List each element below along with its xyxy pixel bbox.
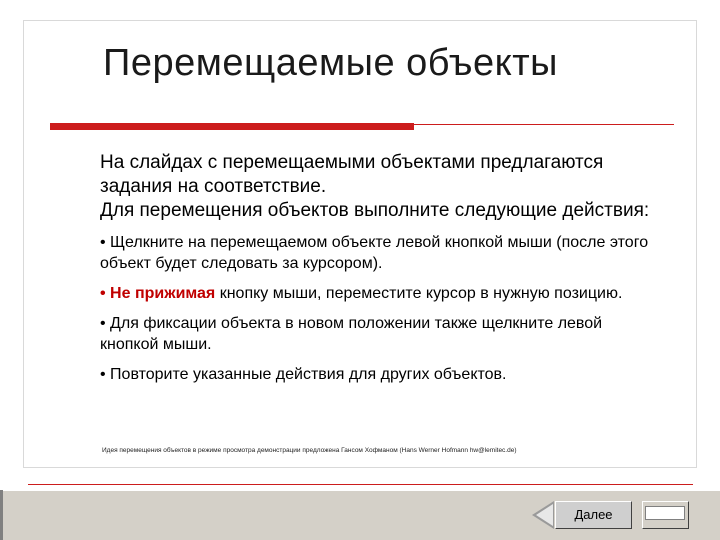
- footer-divider: [28, 484, 693, 485]
- intro-paragraph-1: На слайдах с перемещаемыми объектами предлагаются задания на соответствие.: [100, 152, 604, 197]
- instruction-step-2-text: кнопку мыши, переместите курсор в нужную позицию.: [215, 285, 623, 302]
- instruction-list: [100, 232, 660, 385]
- page-indicator-field: [645, 506, 685, 520]
- title-underline-thick: [50, 123, 414, 130]
- navigation-bar-edge: [0, 490, 3, 540]
- instruction-step-2: [100, 283, 660, 304]
- instruction-step-4: • Повторите указанные действия для других объектов.: [100, 366, 507, 383]
- instruction-emphasis: • Не прижимая: [100, 285, 216, 302]
- slide-title: Перемещаемые объекты: [103, 42, 558, 84]
- page-indicator-panel: [642, 501, 689, 529]
- slide-content: [100, 151, 660, 394]
- next-button[interactable]: Далее: [555, 501, 632, 529]
- instruction-step-1: • Щелкните на перемещаемом объекте левой кнопкой мыши (после этого объект будет следовать за курсором).: [100, 234, 649, 272]
- intro-text: [100, 151, 660, 223]
- credit-note: Идея перемещения объектов в режиме просмотра демонстрации предложена Гансом Хофманом (Hans Werner Hofmann hw@lemitec.de): [102, 447, 517, 454]
- intro-paragraph-2: Для перемещения объектов выполните следующие действия:: [100, 200, 650, 221]
- instruction-step-3: • Для фиксации объекта в новом положении также щелкните левой кнопкой мыши.: [100, 315, 603, 353]
- back-arrow-highlight: [536, 504, 553, 526]
- title-underline-thin: [414, 124, 674, 125]
